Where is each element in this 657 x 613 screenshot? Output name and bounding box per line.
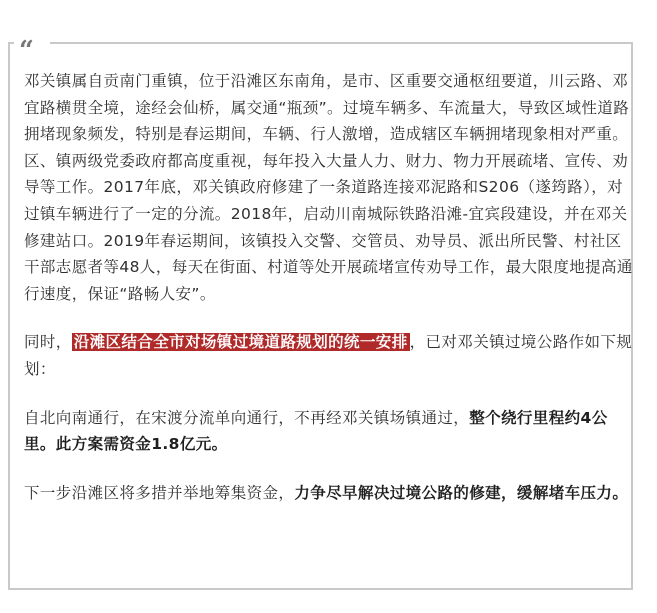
paragraph-4-plain: 下一步沿滩区将多措并举地筹集资金，	[24, 483, 295, 502]
paragraph-3-plain: 自北向南通行，在宋渡分流单向通行，不再经邓关镇场镇通过，	[24, 408, 470, 427]
paragraph-3	[24, 405, 634, 458]
paragraph-3-bold: 整个绕行里程约4公里。此方案需资金1.8亿元。	[24, 408, 608, 454]
quote-mark-icon: “	[19, 36, 34, 66]
paragraph-4-bold: 力争尽早解决过境公路的修建，缓解堵车压力。	[294, 483, 629, 502]
paragraph-2-suffix: ，已对邓关镇过境公路作如下规划：	[24, 333, 633, 378]
quote-box-top-border-right	[50, 42, 633, 44]
article-body	[24, 68, 634, 506]
paragraph-1: 邓关镇属自贡南门重镇，位于沿滩区东南角，是市、区重要交通枢纽要道，川云路、邓宜路横贯全境，途经会仙桥，属交通“瓶颈”。过境车辆多、车流量大，导致区域性道路拥堵现象频发，特别是春运期间，车辆、行人激增，造成辖区车辆拥堵现象相对严重。区、镇两级党委政府都高度重视，每年投入大量人力、财力、物力开展疏堵、宣传、劝导等工作。2017年底，邓关镇政府修建了一条道路连接邓泥路和S206（遂筠路），对过镇车辆进行了一定的分流。2018年，启动川南城际铁路沿滩-宜宾段建设，并在邓关修建站口。2019年春运期间，该镇投入交警、交管员、劝导员、派出所民警、村社区干部志愿者等48人，每天在街面、村道等处开展疏堵宣传劝导工作，最大限度地提高通行速度，保证“路畅人安”。	[24, 72, 633, 303]
paragraph-2-highlight: 沿滩区结合全市对场镇过境道路规划的统一安排	[73, 333, 408, 352]
quote-box-top-border-left	[8, 42, 14, 44]
paragraph-2	[24, 329, 634, 382]
paragraph-2-prefix: 同时，	[24, 333, 72, 352]
paragraph-4	[24, 480, 634, 507]
